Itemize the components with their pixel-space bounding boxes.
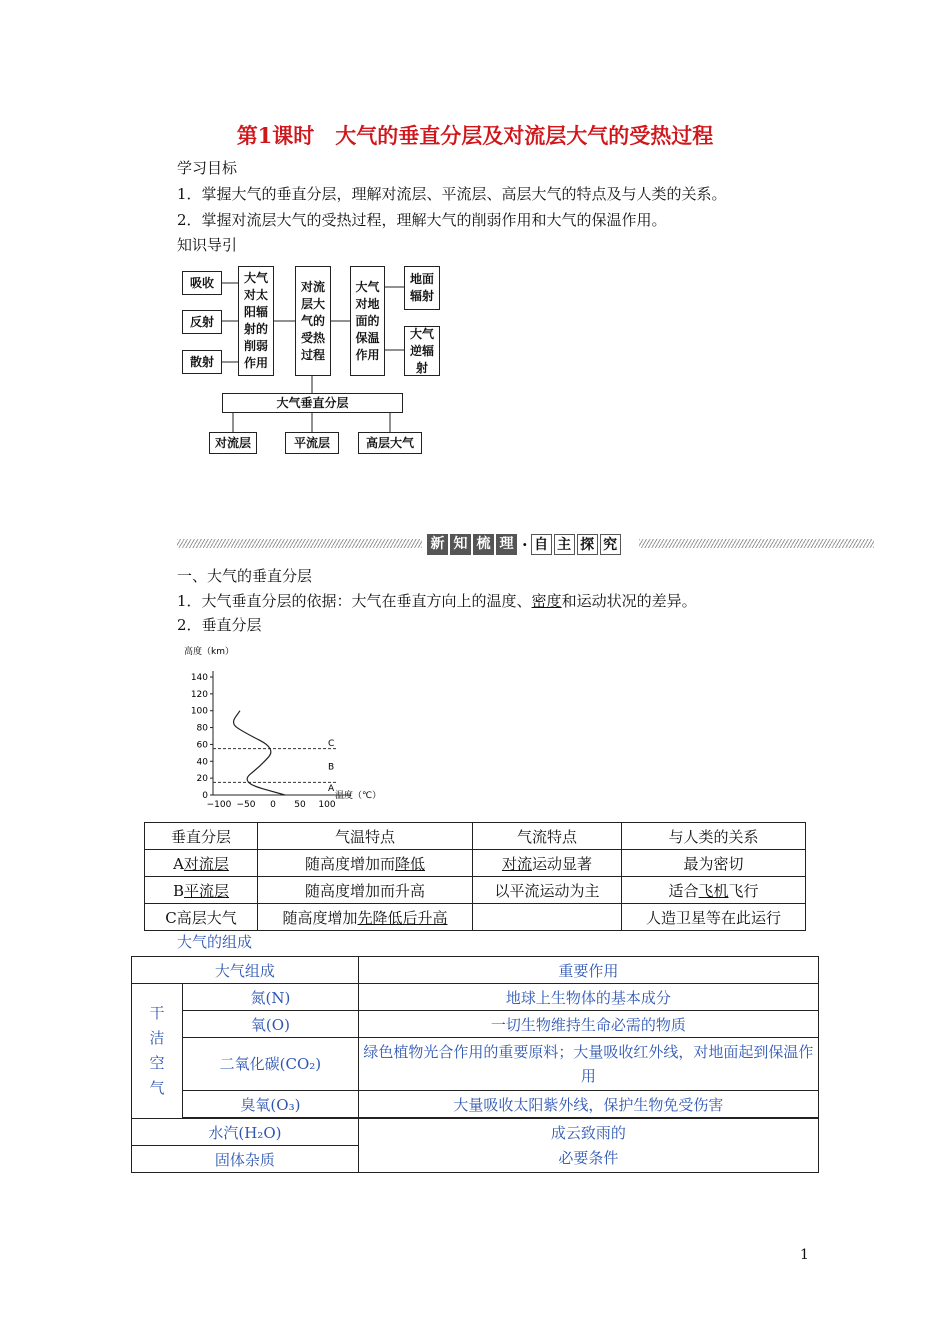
component-role: 一切生物维持生命必需的物质	[358, 1011, 818, 1038]
table-header: 气流特点	[473, 823, 622, 850]
temp-cell: 随高度增加而升高	[258, 877, 473, 904]
section-banner	[177, 531, 874, 557]
guide-heading: 知识导引	[177, 236, 238, 254]
x-tick-label: 100	[318, 800, 336, 810]
y-tick-label: 40	[196, 757, 208, 768]
banner-char: 理	[496, 534, 517, 555]
diagram-connectors	[0, 0, 950, 470]
table-row	[132, 1038, 819, 1091]
basis-underlined: 密度	[531, 592, 562, 610]
subsection-2-heading: 2．垂直分层	[177, 616, 262, 634]
y-tick-label: 80	[196, 723, 208, 734]
component-name: 臭氧(O₃)	[183, 1091, 359, 1118]
x-tick-label: −100	[206, 800, 232, 810]
flow-cell: 对流运动显著	[473, 850, 622, 877]
box-upper-atmosphere: 高层大气	[358, 432, 422, 454]
goal-2: 2．掌握对流层大气的受热过程，理解大气的削弱作用和大气的保温作用。	[177, 211, 667, 229]
basis-text: 1．大气垂直分层的依据：大气在垂直方向上的温度、	[177, 592, 532, 610]
component-role: 绿色植物光合作用的重要原料；大量吸收红外线，对地面起到保温作用	[358, 1038, 818, 1091]
banner-char: 究	[600, 534, 621, 555]
box-troposphere: 对流层	[209, 432, 257, 454]
layer-label: B	[328, 762, 335, 773]
banner-char: 主	[554, 534, 575, 555]
table-row	[132, 1119, 819, 1146]
component-name: 水汽(H₂O)	[132, 1119, 359, 1146]
page-number: 1	[800, 1247, 809, 1263]
page-title: 第1课时 大气的垂直分层及对流层大气的受热过程	[236, 123, 714, 148]
component-role: 地球上生物体的基本成分	[358, 984, 818, 1011]
banner-stripe-right	[639, 539, 874, 548]
table-row	[145, 877, 806, 904]
banner-stripe-left	[177, 539, 422, 548]
flow-cell: 以平流运动为主	[473, 877, 622, 904]
banner-char: 知	[450, 534, 471, 555]
table-row	[132, 1091, 819, 1118]
temp-cell: 随高度增加先降低后升高	[258, 904, 473, 931]
y-tick-label: 0	[202, 791, 208, 801]
basis-line	[177, 590, 697, 611]
y-tick-label: 20	[196, 774, 208, 785]
layer-cell: B平流层	[145, 877, 258, 904]
table-header: 重要作用	[358, 957, 818, 984]
y-tick-label: 120	[190, 689, 208, 700]
y-tick-label: 100	[190, 706, 208, 717]
table-row	[132, 984, 819, 1011]
altitude-temperature-chart	[180, 640, 410, 814]
layers-table	[144, 822, 806, 931]
layer-label: C	[328, 739, 335, 750]
y-tick-label: 60	[196, 740, 208, 751]
banner-dot: ·	[522, 534, 528, 554]
chart-xlabel: 温度（℃）	[335, 791, 382, 801]
table-header: 大气组成	[132, 957, 359, 984]
table-row	[145, 904, 806, 931]
x-tick-label: 0	[270, 800, 276, 810]
dry-air-label: 干 洁 空 气	[132, 984, 183, 1119]
chart-ylabel: 高度（km）	[184, 647, 234, 657]
component-role: 成云致雨的 必要条件	[358, 1119, 818, 1173]
composition-table	[131, 956, 819, 1173]
box-insulate: 大气对地面的保温作用	[350, 266, 385, 376]
box-stratosphere: 平流层	[285, 432, 339, 454]
table-header-row	[132, 957, 819, 984]
layer-cell: C高层大气	[145, 904, 258, 931]
component-name: 氧(O)	[183, 1011, 359, 1038]
box-layers: 大气垂直分层	[222, 393, 403, 413]
box-absorb: 吸收	[182, 271, 222, 295]
box-reflect: 反射	[182, 310, 222, 334]
goal-1: 1．掌握大气的垂直分层，理解对流层、平流层、高层大气的特点及与人类的关系。	[177, 185, 727, 203]
temp-cell: 随高度增加而降低	[258, 850, 473, 877]
goals-heading: 学习目标	[177, 159, 238, 177]
x-tick-label: −50	[236, 800, 256, 810]
box-scatter: 散射	[182, 350, 222, 374]
table-row	[132, 1011, 819, 1038]
box-weaken: 大气对太阳辐射的削弱作用	[238, 266, 274, 376]
composition-heading: 大气的组成	[177, 933, 253, 951]
box-counter-radiation: 大气逆辐射	[404, 326, 440, 376]
banner-char: 新	[427, 534, 448, 555]
relation-cell: 适合飞机飞行	[622, 877, 806, 904]
component-name: 二氧化碳(CO₂)	[183, 1038, 359, 1091]
x-tick-label: 50	[294, 800, 306, 810]
box-heating: 对流层大气的受热过程	[295, 266, 331, 376]
table-header: 垂直分层	[145, 823, 258, 850]
relation-cell: 最为密切	[622, 850, 806, 877]
flow-cell	[473, 904, 622, 931]
component-role: 大量吸收太阳紫外线，保护生物免受伤害	[358, 1091, 818, 1118]
layer-label: A	[328, 784, 335, 794]
table-row	[145, 850, 806, 877]
box-ground-radiation: 地面辐射	[404, 266, 440, 310]
component-name: 固体杂质	[132, 1146, 359, 1173]
chart-svg	[180, 640, 410, 810]
component-name: 氮(N)	[183, 984, 359, 1011]
relation-cell: 人造卫星等在此运行	[622, 904, 806, 931]
basis-text-end: 和运动状况的差异。	[561, 592, 697, 610]
banner-char: 自	[531, 534, 552, 555]
banner-char: 梳	[473, 534, 494, 555]
y-tick-label: 140	[190, 673, 208, 683]
layer-cell: A对流层	[145, 850, 258, 877]
section-1-heading: 一、大气的垂直分层	[177, 567, 313, 585]
banner-char: 探	[577, 534, 598, 555]
banner-label	[427, 533, 623, 555]
table-header: 气温特点	[258, 823, 473, 850]
table-header-row	[145, 823, 806, 850]
table-header: 与人类的关系	[622, 823, 806, 850]
